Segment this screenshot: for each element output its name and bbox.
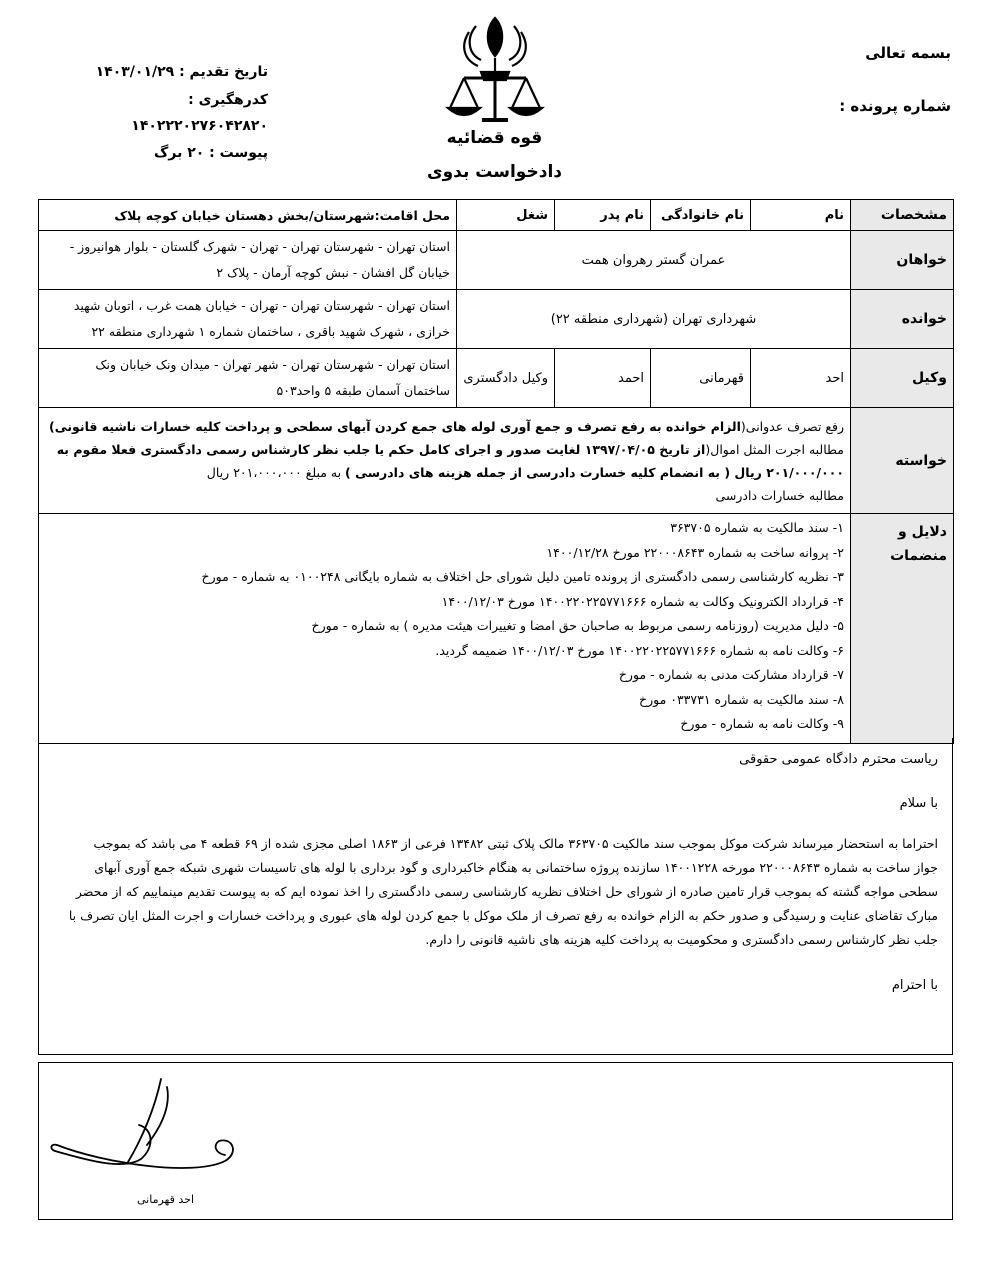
table-row-plaintiff <box>39 231 954 290</box>
tracking-code-label: کدرهگیری : <box>188 92 268 108</box>
attorney-label: وکیل <box>851 349 954 408</box>
wish-line-3 <box>45 461 844 484</box>
defendant-label: خوانده <box>851 290 954 349</box>
attorney-father-name: احمد <box>555 349 651 408</box>
paragraph-line: احتراما به استحضار میرساند شرکت موکل بموجب سند مالکیت ۳۶۳۷۰۵ مالک پلاک ثبتی ۱۳۴۸۲ فرعی از ۱۸۶۳ اصلی مجزی شده از ۶۹ قطعه ۴ می باشد که بموجب <box>93 836 938 851</box>
plaintiff-label: خواهان <box>851 231 954 290</box>
list-item: ۶- وکالت نامه به شماره ۱۴۰۰۲۲۰۲۲۵۷۷۱۶۶۶ مورخ ۱۴۰۰/۱۲/۰۳ ضمیمه گردید. <box>435 642 844 658</box>
invocation-text: بسمه تعالی <box>865 44 951 62</box>
submission-date: تاریخ تقدیم : ۱۴۰۳/۰۱/۲۹ <box>95 64 268 80</box>
header-specs: مشخصات <box>851 200 954 231</box>
defendant-address-line2: خرازی ، شهرک شهید باقری ، ساختمان شماره ۱ شهرداری منطقه ۲۲ <box>91 324 450 339</box>
wish-line-1-bold: الزام خوانده به رفع تصرف و جمع آوری لوله های جمع کردن آبهای سطحی و پرداخت کلیه خسارات ناشیه قانونی) <box>48 418 741 434</box>
table-row-wishes <box>39 408 954 514</box>
attorney-address-line1: استان تهران - شهرستان تهران - شهر تهران - میدان ونک خیابان ونک <box>95 357 450 372</box>
wish-line-1 <box>45 415 844 438</box>
wish-line-3-text: به مبلغ ۲۰۱،۰۰۰،۰۰۰ ریال <box>206 464 346 480</box>
tracking-code-value: ۱۴۰۲۲۲۰۲۷۶۰۴۲۸۲۰ <box>131 118 268 134</box>
list-item: ۵- دلیل مدیریت (روزنامه رسمی مربوط به صاحبان حق امضا و تغییرات هیئت مدیره ) به شماره - مورخ <box>311 618 844 633</box>
list-item: ۹- وکالت نامه به شماره - مورخ <box>680 716 844 731</box>
defendant-address-line1: استان تهران - شهرستان تهران - تهران - خیابان همت غرب ، اتوبان شهید <box>73 298 450 313</box>
attorney-occupation: وکیل دادگستری <box>457 349 555 408</box>
paragraph-line: سطحی مواجه گشته که بموجب قرار تامین صادره از شورای حل اختلاف نظریه کارشناسی رسمی دادگستری را اخذ نموده ایم که به پیوست تقدیم مینماییم که از محضر <box>75 884 938 899</box>
attachments-count: پیوست : ۲۰ برگ <box>154 145 268 161</box>
list-item: ۷- قرارداد مشارکت مدنی به شماره - مورخ <box>618 667 844 682</box>
evidence-label <box>851 514 954 744</box>
wish-line-1-text: رفع تصرف عدوانی( <box>740 418 844 434</box>
attorney-address <box>39 349 457 408</box>
signature-box <box>38 1062 953 1220</box>
list-item: ۴- قرارداد الکترونیک وکالت به شماره ۱۴۰۰۲۲۰۲۲۵۷۷۱۶۶۶ مورخ ۱۴۰۰/۱۲/۰۳ <box>441 593 844 609</box>
evidence-label-line1: دلایل و <box>898 524 947 540</box>
paragraph-line: جلب نظر کارشناس رسمی دادگستری و محکومیت به پرداخت کلیه هزینه های ناشیه قانونی را دارم. <box>425 932 938 947</box>
table-row-attorney <box>39 349 954 408</box>
addressee: ریاست محترم دادگاه عمومی حقوقی <box>739 752 938 767</box>
header-father-name: نام پدر <box>555 200 651 231</box>
plaintiff-name: عمران گستر رهروان همت <box>457 231 851 290</box>
list-item: ۱- سند مالکیت به شماره ۳۶۳۷۰۵ <box>670 520 844 535</box>
header-occupation: شغل <box>457 200 555 231</box>
case-number-label: شماره پرونده : <box>839 97 951 115</box>
greeting: با سلام <box>899 796 938 811</box>
wish-line-4: مطالبه خسارات دادرسی <box>715 487 844 503</box>
header-first-name: نام <box>751 200 851 231</box>
petition-body <box>38 738 953 1055</box>
judiciary-emblem-icon <box>436 8 554 126</box>
paragraph-line: جواز ساخت به شماره ۲۲۰۰۰۸۶۴۳ مورخه ۱۴۰۰۱۲۲۸ سازنده پروژه ساختمانی به هنگام خاکبرداری و گود برداری با لوله های تاسیسات شهری شبکه جمع آوری آبهای <box>94 860 938 875</box>
header-residence: محل اقامت:شهرستان/بخش دهستان خیابان کوچه پلاک <box>39 200 457 231</box>
handwritten-signature <box>43 1067 263 1197</box>
list-item: ۸- سند مالکیت به شماره ۰۳۳۷۳۱ مورخ <box>639 691 844 707</box>
organization-name: قوه قضائیه <box>446 128 543 148</box>
petition-table <box>38 199 954 744</box>
plaintiff-address-line1: استان تهران - شهرستان تهران - تهران - شهرک گلستان - بلوار هوانیروز - <box>69 239 450 254</box>
wish-line-2 <box>45 438 844 461</box>
list-item: ۲- پروانه ساخت به شماره ۲۲۰۰۰۸۶۴۳ مورخ ۱۴۰۰/۱۲/۲۸ <box>546 544 844 560</box>
attorney-address-line2: ساختمان آسمان طبقه ۵ واحد۵۰۳ <box>276 383 450 398</box>
wishes-content <box>39 408 851 514</box>
wish-line-2-bold: از تاریخ ۱۳۹۷/۰۴/۰۵ لغایت صدور و اجرای کامل حکم یا جلب نظر کارشناس رسمی دادگستری فعلا مقوم به <box>56 441 706 457</box>
wish-line-3-bold: ۲۰۱/۰۰۰/۰۰۰ ریال ( به انضمام کلیه خسارت دادرسی از جمله هزینه های دادرسی ) <box>345 464 844 480</box>
closing: با احترام <box>891 978 938 993</box>
attorney-last-name: قهرمانی <box>651 349 751 408</box>
table-row-defendant <box>39 290 954 349</box>
table-header-row <box>39 200 954 231</box>
plaintiff-address <box>39 231 457 290</box>
header-last-name: نام خانوادگی <box>651 200 751 231</box>
list-item: ۳- نظریه کارشناسی رسمی دادگستری از پرونده تامین دلیل شورای حل اختلاف به شماره بایگانی ۰۱۰۰۲۴۸ به شماره - مورخ <box>201 569 844 584</box>
table-row-evidence <box>39 514 954 744</box>
petition-paragraph <box>53 832 938 952</box>
document-title: دادخواست بدوی <box>427 162 562 182</box>
plaintiff-address-line2: خیابان گل افشان - نبش کوچه آرمان - پلاک ۲ <box>216 265 450 280</box>
defendant-name: شهرداری تهران (شهرداری منطقه ۲۲) <box>457 290 851 349</box>
defendant-address <box>39 290 457 349</box>
attorney-first-name: احد <box>751 349 851 408</box>
signer-name: احد قهرمانی <box>137 1193 194 1206</box>
evidence-label-line2: منضمات <box>890 548 947 564</box>
wishes-label: خواسته <box>851 408 954 514</box>
paragraph-line: مبارک تقاضای عنایت و رسیدگی و صدور حکم به الزام خوانده به رفع تصرف از ملک موکل با جمع کردن لوله های عبوری و پرداخت خسارات و اجرت المثل ایان تصرف با <box>68 908 938 923</box>
evidence-list <box>39 514 851 744</box>
wish-line-2-text: مطالبه اجرت المثل اموال( <box>705 441 844 457</box>
